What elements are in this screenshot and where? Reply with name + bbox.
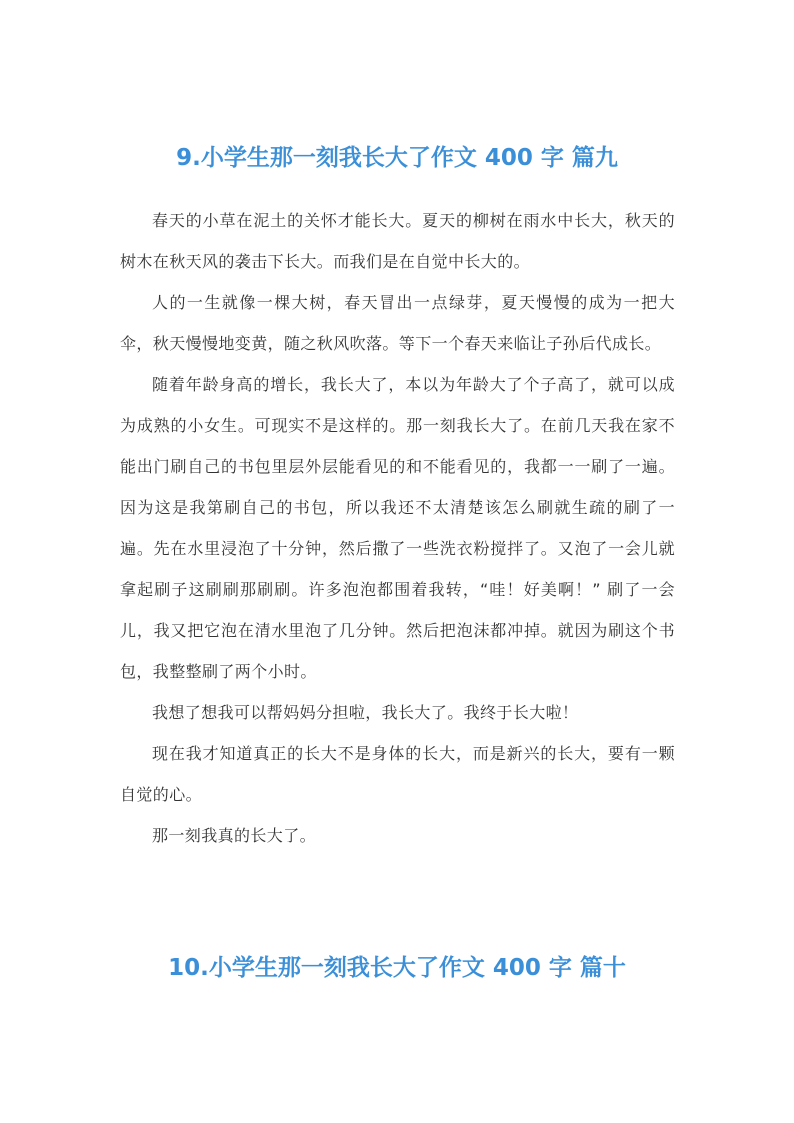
essay-body bbox=[120, 200, 675, 856]
paragraph: 我想了想我可以帮妈妈分担啦，我长大了。我终于长大啦！ bbox=[152, 703, 579, 722]
section-title-10: 10.小学生那一刻我长大了作文 400 字 篇十 bbox=[168, 955, 626, 982]
paragraph: 人的一生就像一棵大树，春天冒出一点绿芽，夏天慢慢的成为一把大伞，秋天慢慢地变黄，随之秋风吹落。等下一个春天来临让子孙后代成长。 bbox=[120, 293, 675, 353]
paragraph: 现在我才知道真正的长大不是身体的长大，而是新兴的长大，要有一颗自觉的心。 bbox=[120, 744, 675, 804]
paragraph: 那一刻我真的长大了。 bbox=[152, 826, 317, 845]
paragraph: 随着年龄身高的增长，我长大了，本以为年龄大了个子高了，就可以成为成熟的小女生。可现实不是这样的。那一刻我长大了。在前几天我在家不能出门刷自己的书包里层外层能看见的和不能看见的，我都一一刷了一遍。因为这是我第刷自己的书包，所以我还不太清楚该怎么刷就生疏的刷了一遍。先在水里浸泡了十分钟，然后撒了一些洗衣粉搅拌了。又泡了一会儿就拿起刷子这刷刷那刷刷。许多泡泡都围着我转，“哇！好美啊！” 刷了一会儿，我又把它泡在清水里泡了几分钟。然后把泡沫都冲掉。就因为刷这个书包，我整整刷了两个小时。 bbox=[120, 375, 675, 681]
section-title-9: 9.小学生那一刻我长大了作文 400 字 篇九 bbox=[176, 145, 618, 172]
paragraph: 春天的小草在泥土的关怀才能长大。夏天的柳树在雨水中长大，秋天的树木在秋天风的袭击下长大。而我们是在自觉中长大的。 bbox=[120, 211, 675, 271]
